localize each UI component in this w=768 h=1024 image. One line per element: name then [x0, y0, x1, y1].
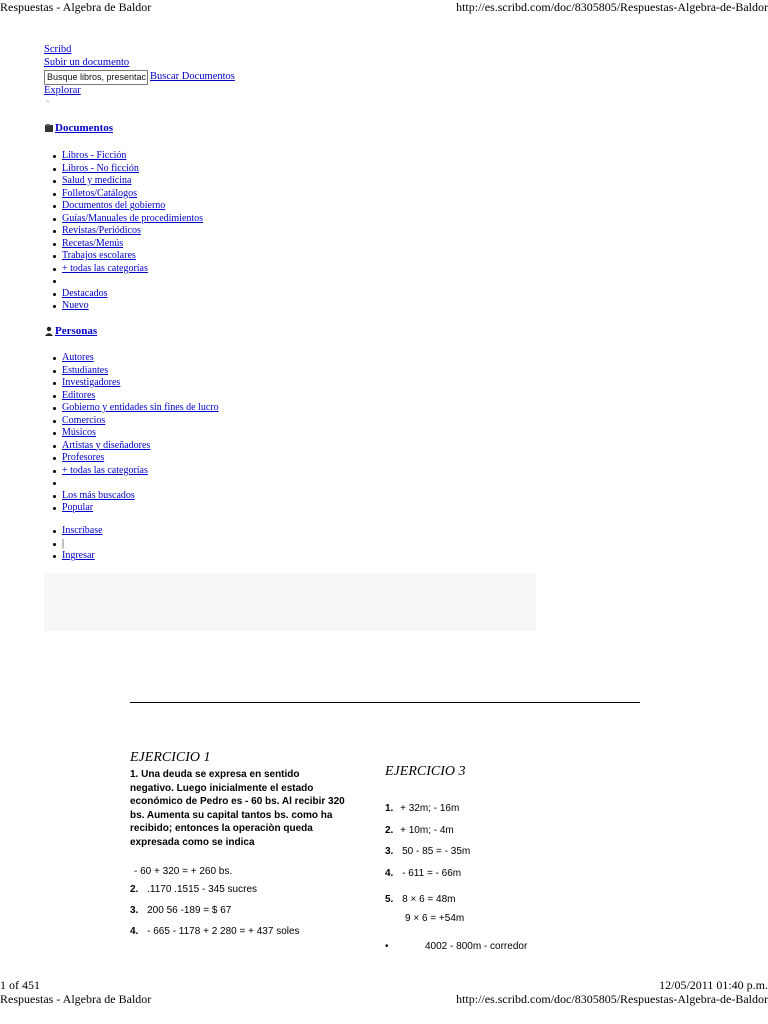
- list-item: [62, 175, 203, 188]
- list-item: [62, 288, 203, 301]
- documents-heading: [44, 122, 113, 134]
- list-item: [62, 390, 219, 403]
- search-documents-link[interactable]: Buscar Documentos: [150, 71, 235, 83]
- documents-menu-item[interactable]: Salud y medicina: [62, 175, 132, 186]
- person-icon: [44, 326, 54, 336]
- print-datetime: 12/05/2011 01:40 p.m.: [659, 978, 768, 992]
- list-item: [62, 415, 219, 428]
- list-item: [62, 365, 219, 378]
- people-menu-item[interactable]: Estudiantes: [62, 364, 109, 376]
- documents-menu-item[interactable]: Guías/Manuales de procedimientos: [62, 212, 204, 224]
- account-menu: [62, 525, 103, 563]
- list-item: [62, 163, 203, 176]
- print-footer-title: Respuestas - Algebra de Baldor: [0, 992, 152, 1006]
- featured-link[interactable]: Destacados: [62, 287, 108, 299]
- list-item: [62, 250, 203, 263]
- answer-text: - 60 + 320 = + 260 bs.: [134, 866, 233, 877]
- list-item: [62, 502, 219, 515]
- answer-text: + 10m; - 4m: [400, 825, 454, 836]
- top-nav: [44, 44, 235, 109]
- people-menu-item[interactable]: Profesores: [62, 452, 105, 463]
- ex1-answer-4: [130, 926, 300, 937]
- documents-menu-item[interactable]: Documentos del gobierno: [62, 200, 166, 211]
- list-item: [62, 402, 219, 415]
- answer-text: .1170 .1515 - 345 sucres: [147, 884, 258, 895]
- people-menu-item[interactable]: Editores: [62, 389, 96, 401]
- empty-item: [62, 275, 65, 286]
- problem-statement: 1. Una deuda se expresa en sentido negativo. Luego inicialmente el estado económico de Pedro es - 60 bs. Al recibir 320 bs. Aumenta su capital tantos bs. como ha recibido; entonces la operaciòn queda expresada como se indica: [130, 769, 345, 848]
- answer-number: 1.: [385, 803, 394, 814]
- answer-number: 3.: [130, 905, 139, 916]
- bullet-mark: •: [385, 941, 389, 951]
- print-footer-url: http://es.scribd.com/doc/8305805/Respuestas-Algebra-de-Baldor: [456, 992, 768, 1006]
- popular-link[interactable]: Popular: [62, 502, 94, 513]
- people-menu-item[interactable]: + todas las categorías: [62, 464, 148, 476]
- answer-number: 4.: [385, 868, 394, 879]
- new-link[interactable]: Nuevo: [62, 300, 89, 311]
- documents-menu: [62, 150, 203, 313]
- list-item: [62, 150, 203, 163]
- most-searched-link[interactable]: Los más buscados: [62, 489, 135, 501]
- list-item: [62, 263, 203, 276]
- document-icon: [44, 123, 54, 133]
- documents-menu-item[interactable]: + todas las categorías: [62, 262, 148, 274]
- list-item: [62, 377, 219, 390]
- answer-text: 200 56 -189 = $ 67: [147, 905, 232, 916]
- exercise-1-title: EJERCICIO 1: [130, 750, 211, 765]
- clipped-text: 4002 - 800m - corredor: [425, 941, 528, 951]
- people-link[interactable]: Personas: [55, 325, 98, 337]
- list-item-empty: [62, 275, 203, 288]
- people-menu-item[interactable]: Músicos: [62, 427, 96, 438]
- login-link[interactable]: Ingresar: [62, 550, 95, 561]
- list-item: [62, 452, 219, 465]
- ex3-answer-1: [385, 803, 459, 814]
- page-count: 1 of 451: [0, 978, 40, 992]
- people-heading: [44, 325, 97, 337]
- people-menu: [62, 352, 219, 515]
- print-header-url: http://es.scribd.com/doc/8305805/Respuestas-Algebra-de-Baldor: [456, 0, 768, 14]
- documents-menu-item[interactable]: Trabajos escolares: [62, 250, 136, 261]
- list-item: [62, 213, 203, 226]
- documents-menu-item[interactable]: Recetas/Menús: [62, 237, 124, 249]
- answer-number: 2.: [130, 884, 139, 895]
- exercise-3-title: EJERCICIO 3: [385, 764, 466, 779]
- documents-link[interactable]: Documentos: [55, 122, 114, 134]
- answer-text: + 32m; - 16m: [400, 803, 460, 814]
- list-item: [62, 525, 103, 538]
- list-item: [62, 352, 219, 365]
- list-item: [62, 225, 203, 238]
- list-item: [62, 440, 219, 453]
- people-menu-item[interactable]: Investigadores: [62, 377, 121, 388]
- ex3-answer-2: [385, 825, 454, 836]
- documents-menu-item[interactable]: Folletos/Catálogos: [62, 187, 137, 199]
- explore-link[interactable]: Explorar: [44, 85, 81, 96]
- ex3-answer-3: [385, 846, 470, 857]
- list-item: [62, 538, 103, 551]
- signup-link[interactable]: Inscríbase: [62, 525, 103, 536]
- list-item: [62, 550, 103, 563]
- ad-placeholder: [44, 573, 536, 631]
- separator: |: [62, 537, 65, 549]
- list-item-empty: [62, 477, 219, 490]
- ex3-answer-4: [385, 868, 461, 879]
- answer-number: 4.: [130, 926, 139, 937]
- answer-number: 5.: [385, 894, 394, 905]
- empty-item: [62, 477, 65, 488]
- answer-text: - 611 = - 66m: [402, 868, 462, 879]
- documents-menu-item[interactable]: Libros - Ficción: [62, 150, 127, 161]
- people-menu-item[interactable]: Autores: [62, 352, 94, 363]
- answer-text: 50 - 85 = - 35m: [402, 846, 471, 857]
- scribd-link[interactable]: Scribd: [44, 44, 72, 55]
- answer-text: 8 × 6 = 48m: [402, 894, 456, 905]
- search-input[interactable]: Busque libros, presentac: [44, 70, 148, 85]
- list-item: [62, 300, 203, 313]
- list-item: [62, 465, 219, 478]
- list-item: [62, 200, 203, 213]
- list-item: [62, 238, 203, 251]
- answer-text: - 665 - 1178 + 2 280 = + 437 soles: [147, 926, 300, 937]
- answer-number: 3.: [385, 846, 394, 857]
- documents-menu-item[interactable]: Revistas/Periódicos: [62, 225, 141, 236]
- ex1-answer-1: [134, 866, 232, 877]
- ex1-answer-3: [130, 905, 231, 916]
- documents-menu-item[interactable]: Libros - No ficción: [62, 162, 139, 174]
- upload-document-link[interactable]: Subir un documento: [44, 56, 130, 68]
- list-item: [62, 427, 219, 440]
- ex3-answer-5: [385, 894, 456, 905]
- page-divider: [130, 702, 640, 703]
- list-item: [62, 490, 219, 503]
- print-header-title: Respuestas - Algebra de Baldor: [0, 0, 152, 14]
- ex1-answer-2: [130, 884, 257, 895]
- people-menu-item[interactable]: Artistas y diseñadores: [62, 439, 151, 451]
- answer-number: 2.: [385, 825, 394, 836]
- people-menu-item[interactable]: Comercios: [62, 414, 106, 426]
- clipped-line: [385, 941, 555, 951]
- answer-text: 9 × 6 = +54m: [405, 913, 465, 924]
- ex3-answer-5b: [405, 913, 464, 924]
- chevron-up-icon: ⌃: [44, 98, 52, 109]
- list-item: [62, 188, 203, 201]
- people-menu-item[interactable]: Gobierno y entidades sin fines de lucro: [62, 402, 219, 413]
